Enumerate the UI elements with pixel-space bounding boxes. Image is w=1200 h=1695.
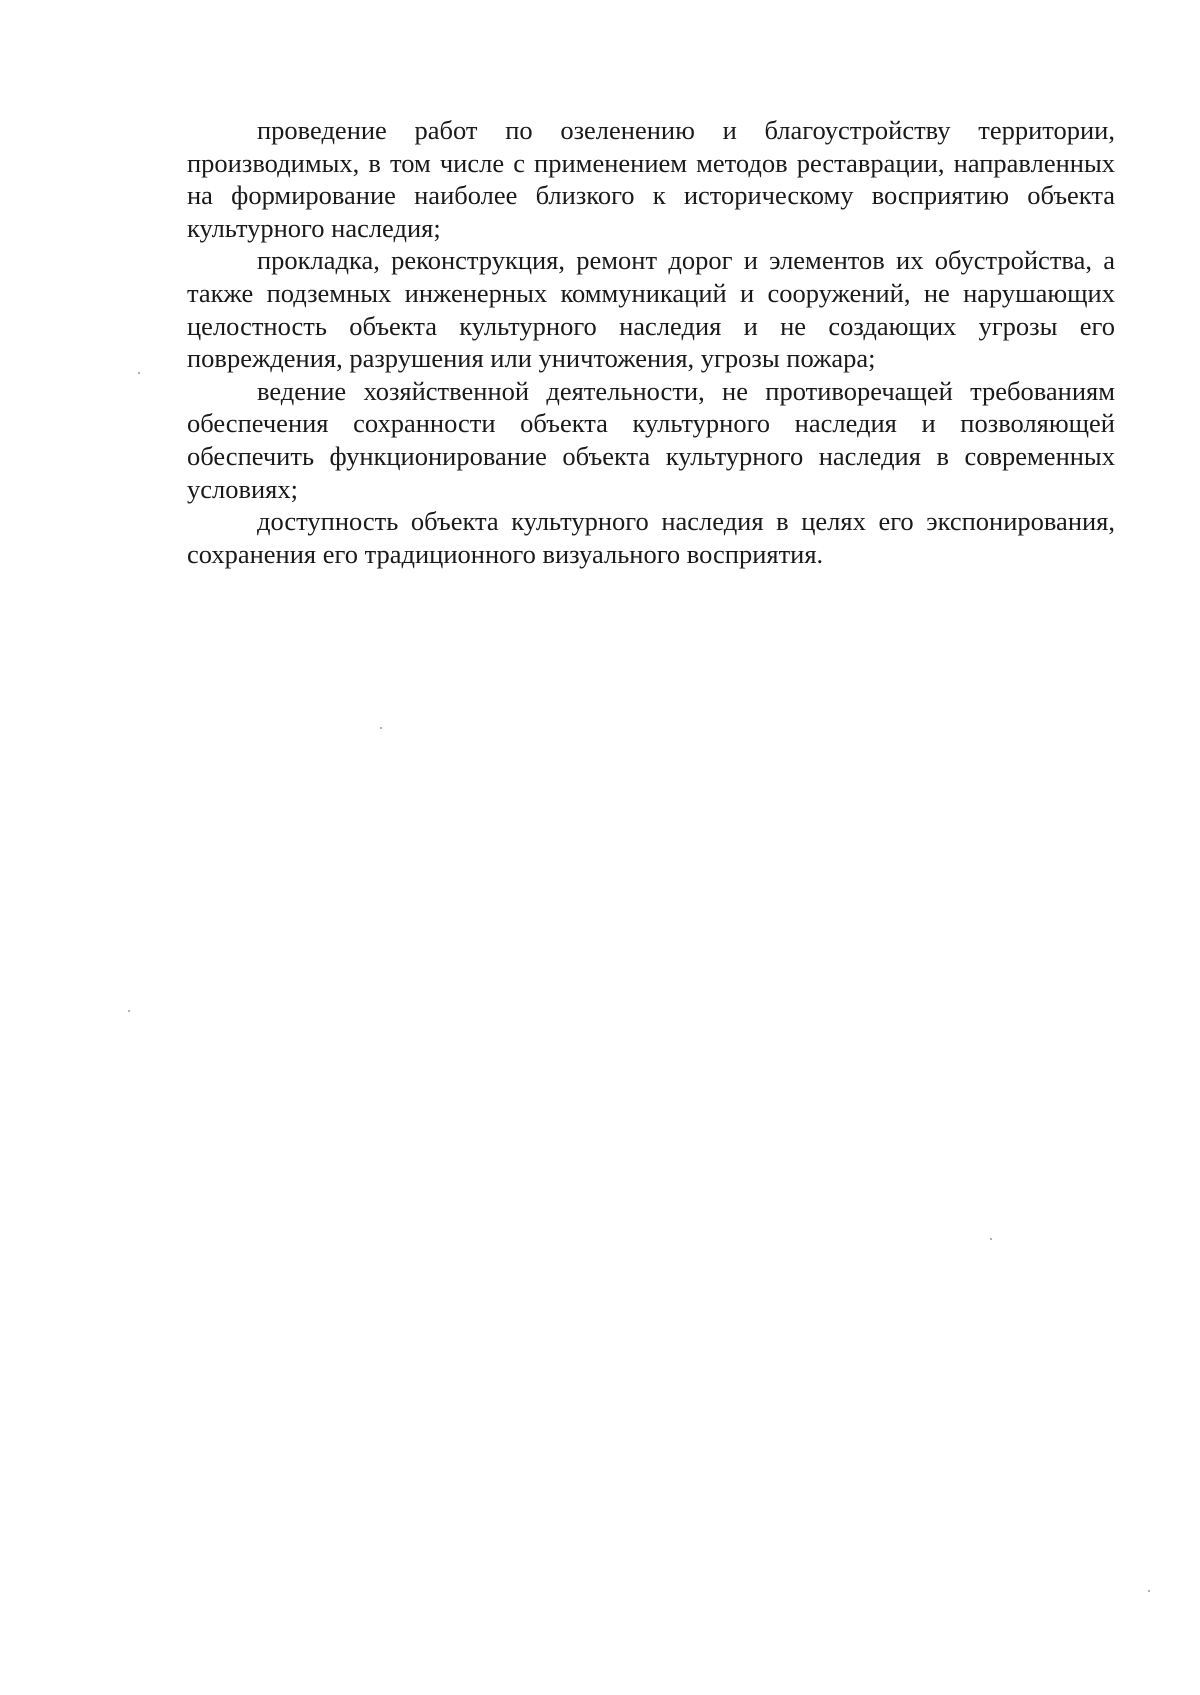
paragraph-landscaping: проведение работ по озеленению и благоустройству территории, производимых, в том числе с применением методов реставрации, направленных на формирование наиболее близкого к историческому восприятию объекта культурного наследия; bbox=[187, 115, 1115, 243]
scan-speck bbox=[128, 1010, 130, 1012]
paragraph-economic-activity: ведение хозяйственной деятельности, не противоречащей требованиям обеспечения сохранности объекта культурного наследия и позволяющей обеспечить функционирование объекта культурного наследия в современных условиях; bbox=[187, 375, 1115, 504]
paragraph-accessibility: доступность объекта культурного наследия в целях его экспонирования, сохранения его традиционного визуального восприятия. bbox=[187, 506, 1115, 569]
scan-speck bbox=[138, 372, 140, 374]
scan-speck bbox=[990, 1238, 992, 1240]
document-body bbox=[187, 114, 1115, 570]
scan-speck bbox=[380, 727, 382, 729]
scan-speck bbox=[1148, 1590, 1150, 1592]
paragraph-road-construction: прокладка, реконструкция, ремонт дорог и элементов их обустройства, а также подземных инженерных коммуникаций и сооружений, не нарушающих целостность объекта культурного наследия и не создающих угрозы его повреждения, разрушения или уничтожения, угрозы пожара; bbox=[187, 245, 1115, 374]
